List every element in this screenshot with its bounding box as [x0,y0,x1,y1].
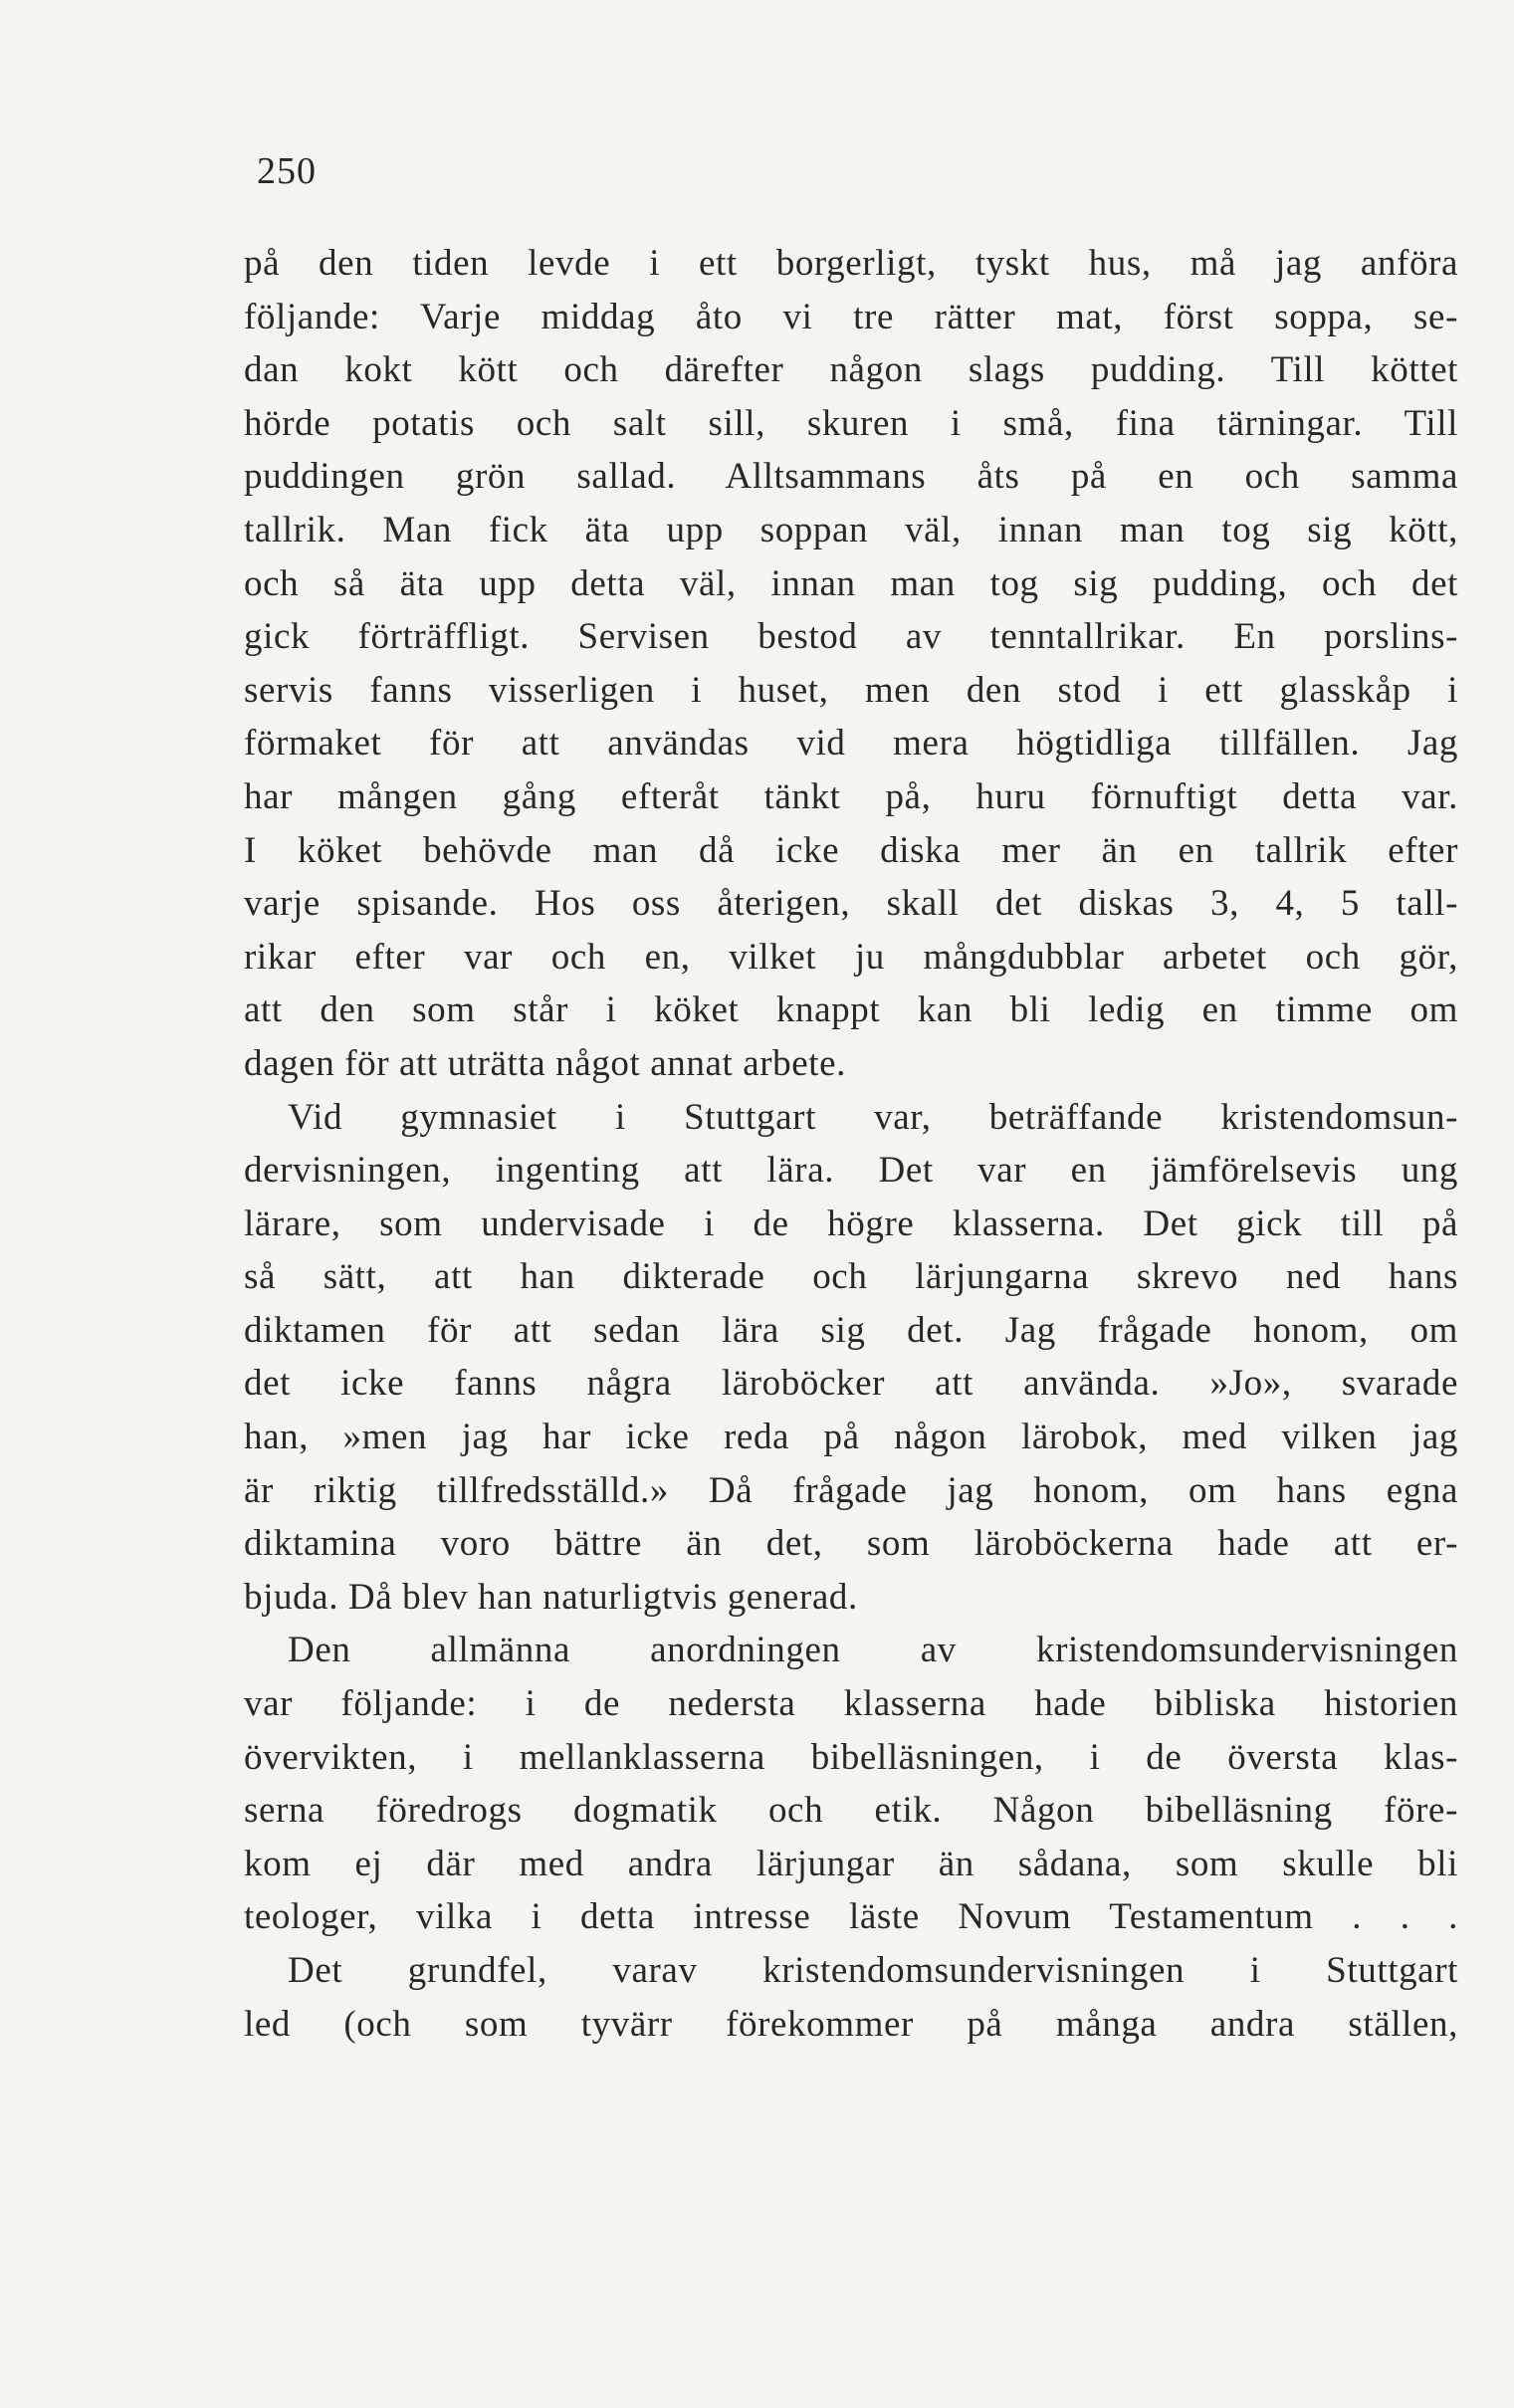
text-line: diktamina voro bättre än det, som läroböckerna hade att er- [244,1523,1458,1565]
text-line: har mången gång efteråt tänkt på, huru förnuftigt detta var. [244,775,1458,817]
text-line: tallrik. Man fick äta upp soppan väl, innan man tog sig kött, [244,509,1458,550]
text-line: servis fanns visserligen i huset, men den stod i ett glasskåp i [244,669,1458,711]
text-line: förmaket för att användas vid mera högtidliga tillfällen. Jag [244,723,1458,765]
text-line: det icke fanns några läroböcker att använda. »Jo», svarade [244,1363,1458,1405]
text-line: hörde potatis och salt sill, skuren i små, fina tärningar. Till [244,402,1458,444]
text-line: I köket behövde man då icke diska mer än en tallrik efter [244,829,1458,871]
text-line: bjuda. Då blev han naturligtvis generad. [244,1576,858,1618]
text-line: så sätt, att han dikterade och lärjungarna skrevo ned hans [244,1256,1458,1298]
text-line: teologer, vilka i detta intresse läste Novum Testamentum . . . [244,1896,1458,1938]
text-line: dan kokt kött och därefter någon slags pudding. Till köttet [244,349,1458,391]
text-line: följande: Varje middag åto vi tre rätter mat, först soppa, se- [244,296,1458,337]
text-line: är riktig tillfredsställd.» Då frågade jag honom, om hans egna [244,1469,1458,1511]
text-line: dervisningen, ingenting att lära. Det var en jämförelsevis ung [244,1150,1458,1192]
text-line: att den som står i köket knappt kan bli ledig en timme om [244,989,1458,1031]
text-line: och så äta upp detta väl, innan man tog sig pudding, och det [244,562,1458,604]
text-line: på den tiden levde i ett borgerligt, tyskt hus, må jag anföra [244,243,1458,284]
text-line: kom ej där med andra lärjungar än sådana, som skulle bli [244,1843,1458,1884]
text-line: varje spisande. Hos oss återigen, skall det diskas 3, 4, 5 tall- [244,883,1458,925]
text-line: Den allmänna anordningen av kristendomsundervisningen [288,1630,1458,1671]
text-line: led (och som tyvärr förekommer på många andra ställen, [244,2003,1458,2045]
text-line: serna föredrogs dogmatik och etik. Någon bibelläsning före- [244,1790,1458,1832]
text-line: puddingen grön sallad. Alltsammans åts på en och samma [244,456,1458,498]
text-line: diktamen för att sedan lära sig det. Jag frågade honom, om [244,1309,1458,1351]
text-line: gick förträffligt. Servisen bestod av tenntallrikar. En porslins- [244,616,1458,658]
page-number: 250 [257,150,317,192]
text-line: var följande: i de nedersta klasserna hade bibliska historien [244,1683,1458,1725]
text-line: Vid gymnasiet i Stuttgart var, beträffande kristendomsun- [288,1096,1458,1138]
text-line: lärare, som undervisade i de högre klasserna. Det gick till på [244,1203,1458,1244]
body-text [244,237,1458,2051]
text-line: Det grundfel, varav kristendomsundervisningen i Stuttgart [288,1950,1458,1991]
text-line: övervikten, i mellanklasserna bibelläsningen, i de översta klas- [244,1736,1458,1778]
text-line: rikar efter var och en, vilket ju mångdubblar arbetet och gör, [244,936,1458,978]
text-line: han, »men jag har icke reda på någon lärobok, med vilken jag [244,1417,1458,1458]
text-line: dagen för att uträtta något annat arbete. [244,1042,847,1084]
